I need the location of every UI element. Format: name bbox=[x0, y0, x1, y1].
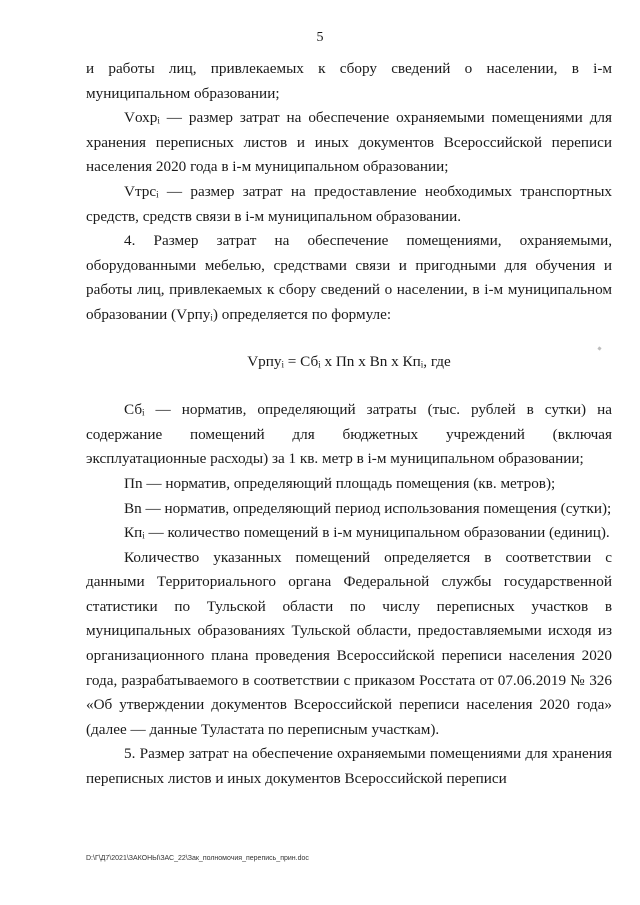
paragraph-item-5: 5. Размер затрат на обеспечение охраняемыми помещениями для хранения переписных листов и иных документов Всероссийской переписи bbox=[86, 745, 612, 788]
paragraph-kp-definition: Кпᵢ — количество помещений в i-м муниципальном образовании (единиц). bbox=[124, 524, 610, 542]
formula: Vрпуᵢ = Сбᵢ х Пn х Вn х Кпᵢ, где bbox=[247, 352, 451, 370]
footer-file-path: D:\Г\Д7\2021\ЗАКОНЫ\ЗАС_22\Зак_полномочия_перепись_прин.doc bbox=[86, 855, 309, 862]
paragraph-pn-definition: Пn — норматив, определяющий площадь помещения (кв. метров); bbox=[124, 474, 556, 492]
paragraph-vn-definition: Вn — норматив, определяющий период использования помещения (сутки); bbox=[124, 499, 612, 517]
paragraph-vtrs-definition: Vтрсᵢ — размер затрат на предоставление необходимых транспортных средств, средств связи в i-м муниципальном образовании. bbox=[86, 182, 612, 225]
document-body bbox=[86, 57, 612, 792]
page-number: 5 bbox=[316, 30, 324, 45]
paragraph-vohr-definition: Vохрᵢ — размер затрат на обеспечение охраняемыми помещениями для хранения переписных листов и иных документов Всероссийской переписи населения 2020 года в i-м муниципальном образовании; bbox=[86, 109, 612, 176]
paragraph-premises-count: Количество указанных помещений определяется в соответствии с данными Территориального органа Федеральной службы государственной статистики по Тульской области по числу переписных участков в муниципальных образованиях Тульской области, предоставляемыми исходя из организационного плана проведения Всероссийской переписи населения 2020 года, разрабатываемого в соответствии с приказом Росстата от 07.06.2019 № 326 «Об утверждении документов Всероссийской переписи населения 2020 года» (далее — данные Туластата по переписным участкам). bbox=[86, 548, 612, 738]
paragraph-item-4: 4. Размер затрат на обеспечение помещениями, охраняемыми, оборудованными мебелью, средствами связи и пригодными для обучения и работы лиц, привлекаемых к сбору сведений о населении, в i-м муниципальном образовании (Vрпуᵢ) определяется по формуле: bbox=[86, 232, 612, 323]
paragraph-sb-definition: Сбᵢ — норматив, определяющий затраты (тыс. рублей в сутки) на содержание помещений для бюджетных учреждений (включая эксплуатационные расходы) за 1 кв. метр в i-м муниципальном образовании; bbox=[86, 401, 612, 468]
paragraph-continuation: и работы лиц, привлекаемых к сбору сведений о населении, в i-м муниципальном образовании; bbox=[86, 60, 612, 102]
